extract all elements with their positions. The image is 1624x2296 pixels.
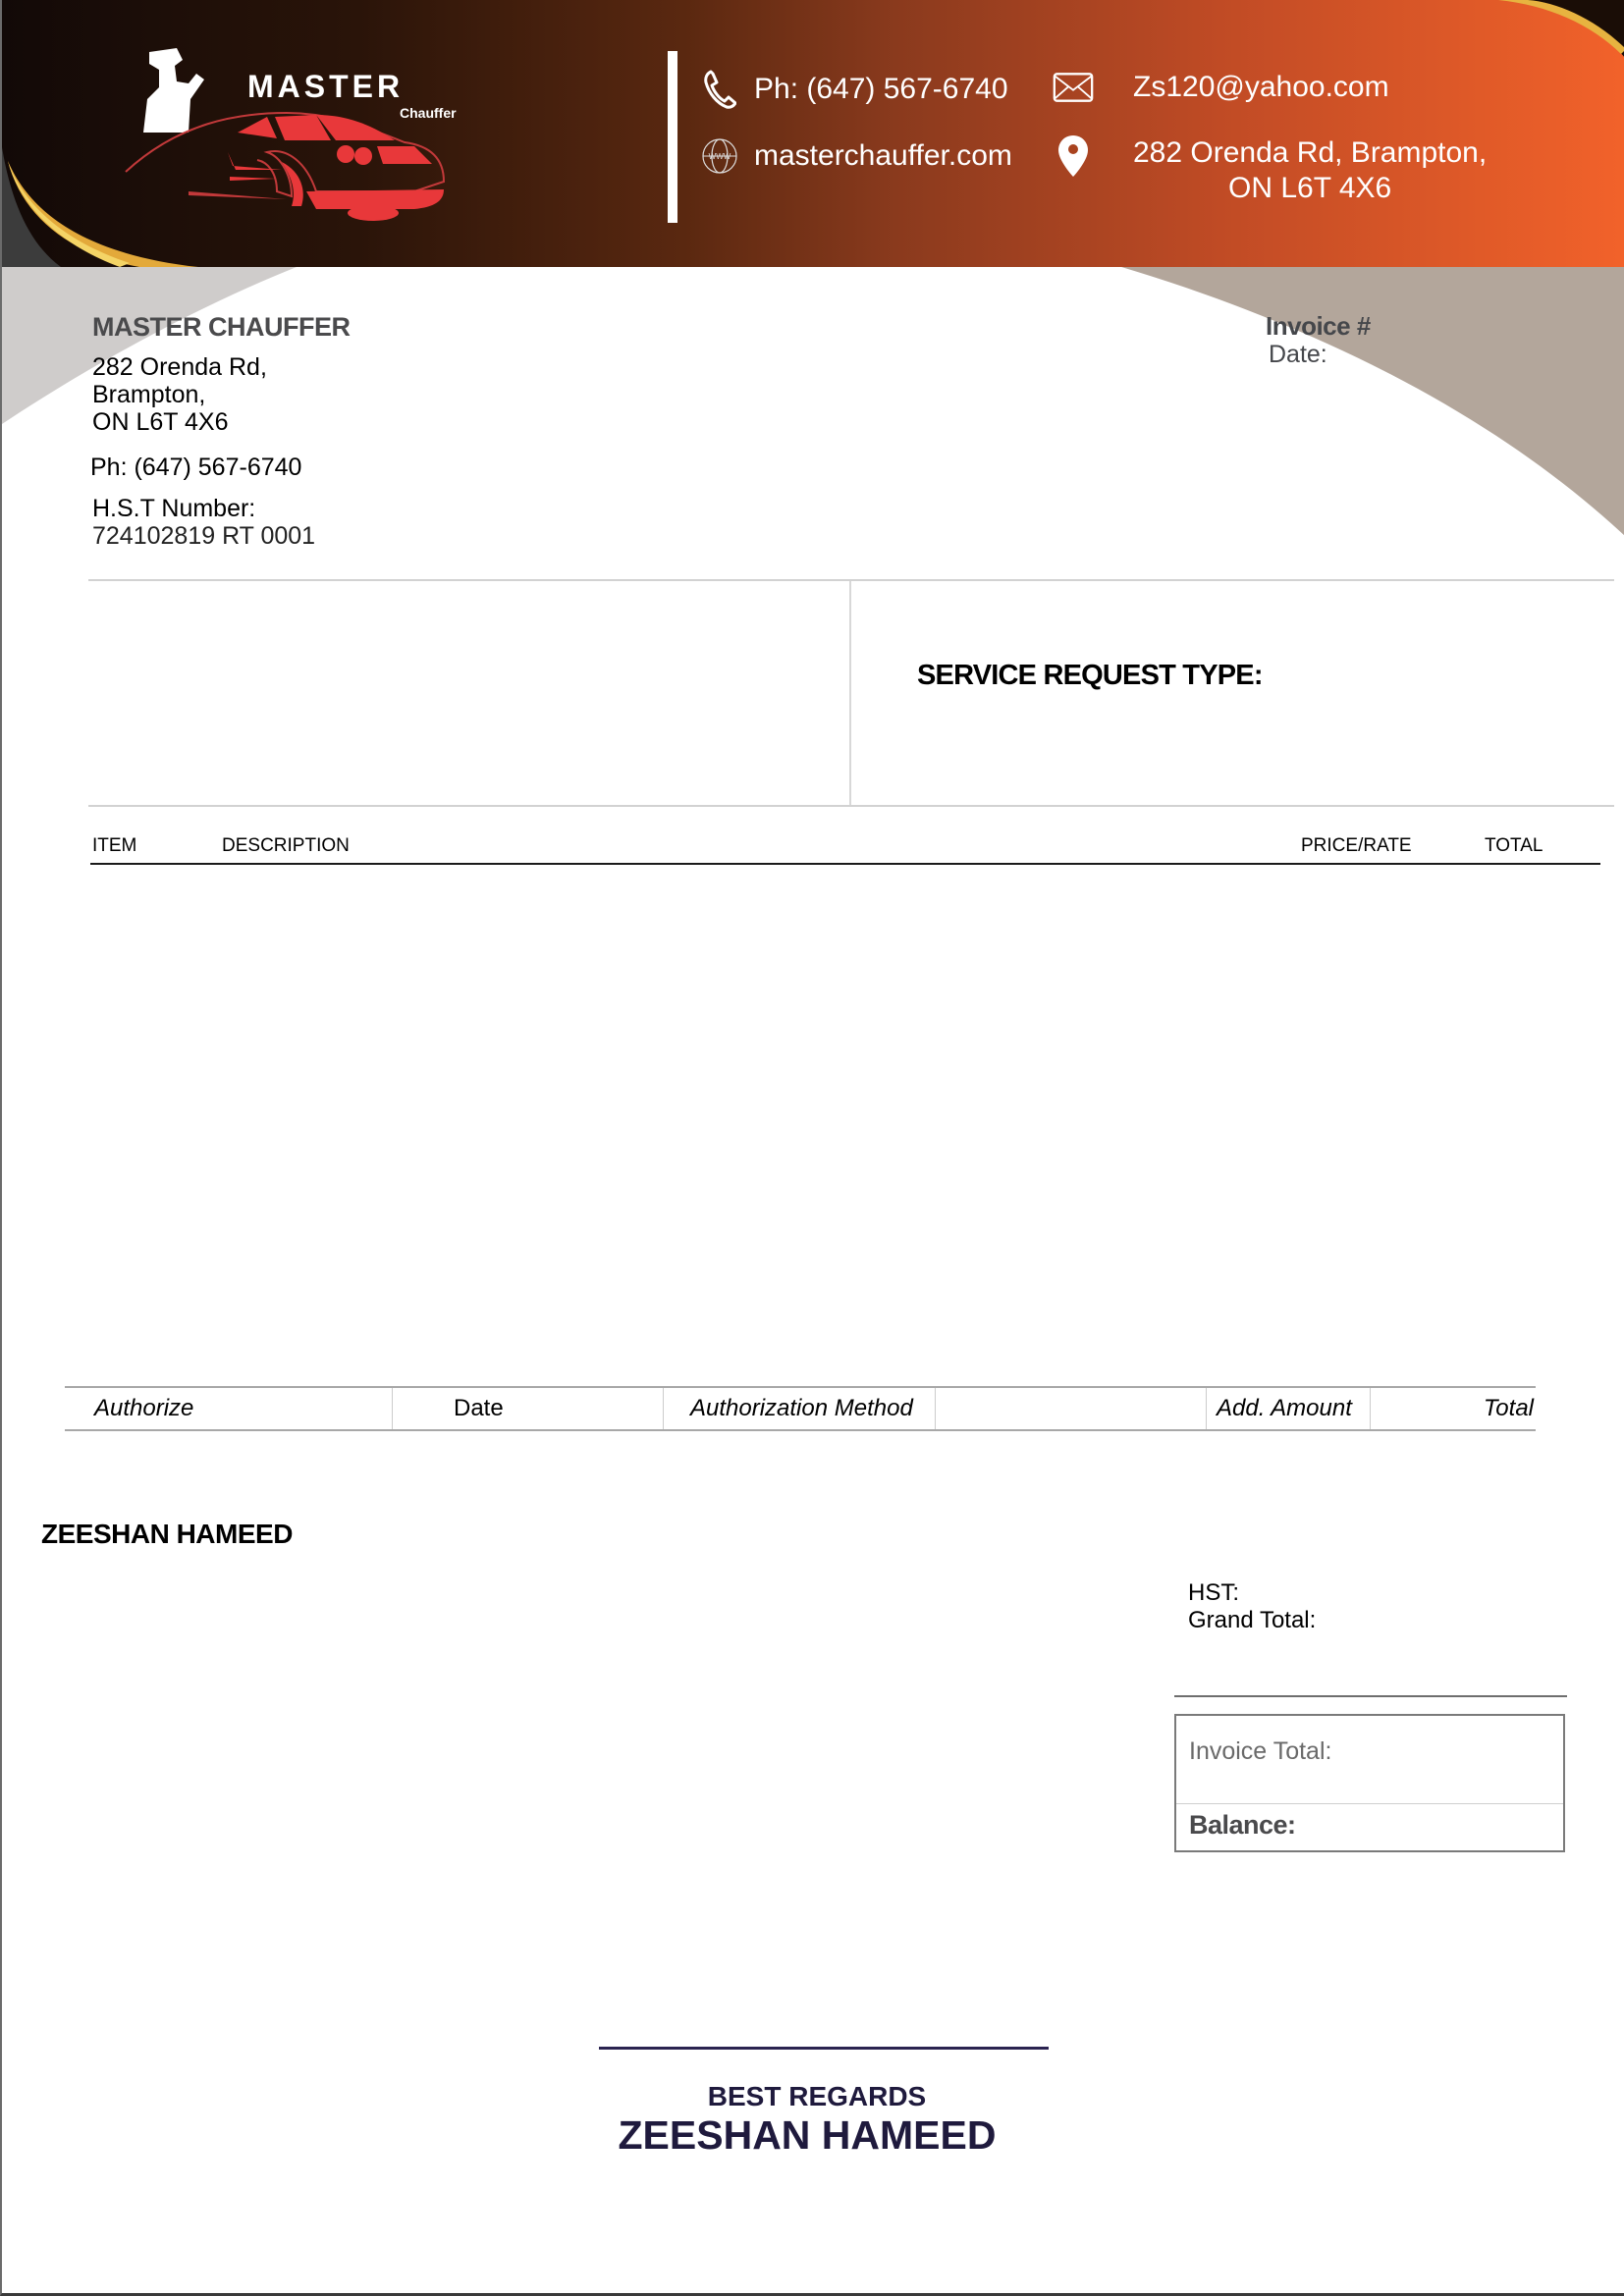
logo-wordmark-master: MASTER: [247, 69, 405, 104]
header-phone: [699, 69, 1008, 110]
balance-label: Balance:: [1189, 1810, 1296, 1840]
globe-icon: [699, 135, 740, 177]
signature-line: [599, 2047, 1049, 2050]
invoice-total-label: Invoice Total:: [1189, 1737, 1332, 1765]
auth-cell-authorize[interactable]: Authorize: [65, 1388, 393, 1429]
grand-total-label: Grand Total:: [1188, 1607, 1317, 1633]
header-email[interactable]: [1053, 67, 1389, 108]
auth-cell-add-amount[interactable]: Add. Amount: [1207, 1388, 1371, 1429]
company-address: [92, 353, 267, 436]
company-name: MASTER CHAUFFER: [92, 312, 351, 342]
header-banner: [2, 0, 1624, 267]
company-phone: Ph: (647) 567-6740: [90, 454, 302, 481]
column-divider: [849, 581, 851, 805]
company-address-line: ON L6T 4X6: [92, 408, 229, 436]
signature-name: ZEESHAN HAMEED: [618, 2112, 997, 2158]
hst-number-value: 724102819 RT 0001: [92, 522, 316, 550]
closing-text: BEST REGARDS: [707, 2081, 927, 2111]
header-website[interactable]: [699, 135, 1012, 177]
header-address-line1: 282 Orenda Rd, Brampton,: [1133, 136, 1488, 169]
hst-number-label: H.S.T Number:: [92, 495, 256, 522]
header-phone-text: Ph: (647) 567-6740: [754, 73, 1008, 105]
auth-cell-date[interactable]: Date: [393, 1388, 664, 1429]
auth-cell-authorization-method[interactable]: Authorization Method: [664, 1388, 936, 1429]
column-header-description: DESCRIPTION: [222, 835, 350, 856]
invoice-total-row: [1176, 1716, 1563, 1804]
service-request-type-label: SERVICE REQUEST TYPE:: [917, 660, 1263, 691]
auth-cell-total[interactable]: Total: [1483, 1395, 1534, 1421]
column-header-price-rate: PRICE/RATE: [1301, 835, 1412, 856]
phone-icon: [699, 69, 740, 110]
customer-name: ZEESHAN HAMEED: [41, 1519, 293, 1549]
auth-cell-blank[interactable]: [936, 1388, 1207, 1429]
envelope-icon: [1053, 67, 1094, 108]
header-address-line2: ON L6T 4X6: [1228, 172, 1392, 204]
bill-to-area[interactable]: [90, 583, 846, 803]
column-header-item: ITEM: [92, 835, 137, 856]
taupe-curve-decoration: [1121, 267, 1624, 542]
totals-rule: [1174, 1695, 1567, 1697]
invoice-summary-box: [1174, 1714, 1565, 1852]
authorization-row: [65, 1386, 1536, 1431]
gold-swoosh-decoration: [1489, 0, 1624, 69]
section-divider: [88, 579, 1614, 581]
items-table-body[interactable]: [90, 868, 1600, 1378]
section-divider: [88, 805, 1614, 807]
column-header-total: TOTAL: [1485, 835, 1543, 856]
header-website-text[interactable]: masterchauffer.com: [754, 139, 1012, 172]
invoice-date-label: Date:: [1269, 341, 1327, 368]
company-address-line: 282 Orenda Rd,: [92, 353, 267, 381]
company-logo: [120, 44, 552, 240]
map-pin-icon: [1053, 135, 1094, 177]
header-divider: [668, 51, 677, 223]
logo-wordmark-chauffer: Chauffer: [400, 105, 457, 121]
company-address-line: Brampton,: [92, 381, 206, 408]
hst-label: HST:: [1188, 1579, 1240, 1606]
invoice-number-label: Invoice #: [1266, 311, 1371, 341]
header-address: [1053, 135, 1487, 206]
items-header-rule: [90, 863, 1600, 865]
svg-text:WWW: WWW: [708, 152, 731, 161]
header-email-text[interactable]: Zs120@yahoo.com: [1133, 71, 1389, 103]
